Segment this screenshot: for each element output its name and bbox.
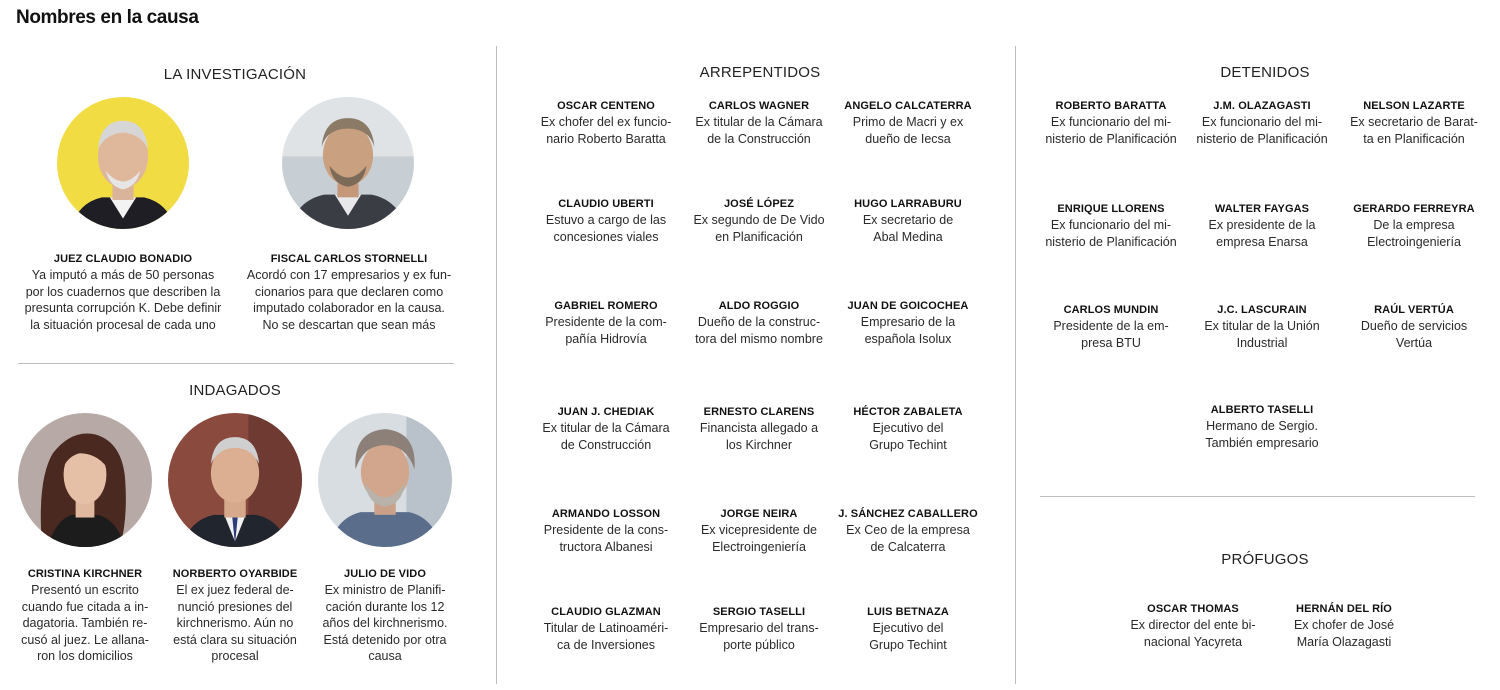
person-entry [521, 507, 691, 555]
person-desc-line: Ex titular de la Cámara [542, 421, 670, 435]
person-desc-line: tructora Albanesi [559, 539, 653, 554]
photo-norberto-oyarbide [168, 413, 302, 547]
person-desc-line: dueño de Iecsa [865, 131, 951, 146]
person-desc-line: Ex chofer de José [1293, 618, 1395, 632]
person-name: NELSON LAZARTE [1363, 100, 1465, 112]
page-title: Nombres en la causa [16, 7, 199, 28]
person-desc-line: causa [368, 649, 402, 663]
person-desc-line: Dueño de la construc- [697, 315, 821, 329]
person-entry [1259, 602, 1429, 650]
person-entry [521, 197, 691, 245]
person-name: JULIO DE VIDO [344, 568, 426, 580]
divider-detenidos-profugos [1040, 496, 1475, 497]
person-desc-line: Primo de Macri y ex [852, 115, 964, 129]
person-desc-line: nisterio de Planificación [1045, 131, 1177, 146]
person-name: ERNESTO CLARENS [703, 406, 815, 418]
section-title-detenidos: DETENIDOS [1220, 64, 1310, 81]
person-entry [1177, 202, 1347, 250]
person-desc-line: los Kirchner [726, 437, 792, 452]
person-desc-line: Ex vicepresidente de [700, 523, 818, 537]
photo-julio-de-vido [318, 413, 452, 547]
person-entry [674, 605, 844, 653]
person-name: LUIS BETNAZA [867, 606, 949, 618]
person-entry [674, 507, 844, 555]
person-desc-line: está clara su situación [173, 632, 297, 647]
person-desc-line: ta en Planificación [1363, 131, 1465, 146]
person-desc-line: Ex Ceo de la empresa [846, 523, 970, 537]
person-desc-line: ca de Inversiones [557, 637, 655, 652]
person-name: CARLOS MUNDIN [1063, 304, 1159, 316]
person-entry [1329, 202, 1499, 250]
person-name: ARMANDO LOSSON [551, 508, 661, 520]
person-cristina-kirchner [5, 567, 165, 665]
photo-carlos-stornelli [282, 97, 414, 229]
person-entry [1026, 99, 1196, 147]
person-name: JUEZ CLAUDIO BONADIO [53, 253, 193, 265]
person-desc-line: El ex juez federal de- [176, 583, 294, 597]
person-desc-line: Ex titular de la Cámara [695, 115, 823, 129]
person-desc-line: Ex funcionario del mi- [1050, 115, 1172, 129]
person-name: JUAN DE GOICOCHEA [847, 300, 969, 312]
person-desc-line: Ex segundo de De Vido [693, 213, 825, 227]
person-entry [823, 405, 993, 453]
person-name: CRISTINA KIRCHNER [27, 568, 143, 580]
person-desc-line: Está detenido por otra [323, 632, 447, 647]
person-name: ENRIQUE LLORENS [1057, 203, 1165, 215]
person-entry [823, 197, 993, 245]
person-desc-line: empresa Enarsa [1216, 234, 1308, 249]
person-name: CARLOS WAGNER [708, 100, 810, 112]
person-desc-line: Acordó con 17 empresarios y ex fun- [246, 268, 452, 282]
person-entry [1177, 303, 1347, 351]
section-title-indagados: INDAGADOS [189, 382, 281, 399]
person-entry [823, 299, 993, 347]
section-title-profugos: PRÓFUGOS [1221, 551, 1309, 568]
person-desc-line: Ejecutivo del [872, 621, 944, 635]
person-entry [521, 99, 691, 147]
person-desc-line: nunció presiones del [177, 599, 293, 614]
person-desc-line: concesiones viales [553, 229, 659, 244]
person-entry [823, 605, 993, 653]
person-desc-line: También empresario [1205, 435, 1319, 450]
person-desc-line: cusó al juez. Le allana- [21, 632, 149, 647]
person-desc-line: Dueño de servicios [1360, 319, 1468, 333]
person-desc-line: Estuvo a cargo de las [545, 213, 667, 227]
person-desc-line: Ex presidente de la [1208, 218, 1316, 232]
person-desc-line: kirchnerismo. Aún no [176, 616, 294, 630]
person-desc-line: Industrial [1236, 335, 1288, 350]
person-entry [1329, 303, 1499, 351]
person-name: RAÚL VERTÚA [1374, 304, 1454, 316]
person-name: J. SÁNCHEZ CABALLERO [838, 508, 978, 520]
person-name: NORBERTO OYARBIDE [172, 568, 298, 580]
person-desc-line: Presidente de la com- [545, 315, 667, 329]
person-name: WALTER FAYGAS [1214, 203, 1310, 215]
person-name: ALDO ROGGIO [718, 300, 800, 312]
person-desc-line: Empresario del trans- [699, 621, 819, 635]
person-desc-line: nisterio de Planificación [1196, 131, 1328, 146]
person-desc-line: cuando fue citada a in- [21, 599, 149, 614]
person-entry [674, 299, 844, 347]
person-claudio-bonadio [8, 252, 238, 333]
person-entry [521, 405, 691, 453]
person-desc-line: Ex funcionario del mi- [1201, 115, 1323, 129]
person-name: J.C. LASCURAIN [1217, 304, 1307, 316]
person-entry [521, 605, 691, 653]
person-entry [1177, 403, 1347, 451]
person-desc-line: dagatoria. También re- [22, 616, 148, 630]
person-name: ROBERTO BARATTA [1055, 100, 1167, 112]
person-desc-line: Ex secretario de Barat- [1350, 115, 1478, 129]
person-desc-line: Presentó un escrito [31, 583, 139, 597]
person-desc-line: nario Roberto Baratta [546, 131, 666, 146]
divider-investigacion-indagados [18, 363, 454, 364]
person-desc-line: procesal [211, 649, 259, 663]
person-desc-line: años del kirchnerismo. [322, 616, 448, 630]
person-desc-line: Ex ministro de Planifi- [324, 583, 446, 597]
person-entry [823, 507, 993, 555]
person-entry [674, 405, 844, 453]
person-desc-line: Ex titular de la Unión [1204, 319, 1320, 333]
person-name: ALBERTO TASELLI [1210, 404, 1314, 416]
person-name: CLAUDIO UBERTI [558, 198, 654, 210]
column-divider-left [496, 46, 497, 684]
person-desc-line: Empresario de la [860, 315, 956, 329]
section-title-investigacion: LA INVESTIGACIÓN [163, 66, 307, 83]
person-name: OSCAR CENTENO [557, 100, 655, 112]
person-desc-line: Financista allegado a [699, 421, 819, 435]
person-entry [674, 99, 844, 147]
photo-claudio-bonadio [57, 97, 189, 229]
person-name: HERNÁN DEL RÍO [1296, 603, 1392, 615]
person-norberto-oyarbide [155, 567, 315, 665]
person-entry [1108, 602, 1278, 650]
person-julio-de-vido [305, 567, 465, 665]
person-desc-line: la situación procesal de cada uno [30, 317, 216, 332]
person-entry [1026, 303, 1196, 351]
person-name: J.M. OLAZAGASTI [1213, 100, 1311, 112]
person-desc-line: De la empresa [1373, 218, 1455, 232]
person-desc-line: Hermano de Sergio. [1206, 419, 1318, 433]
person-desc-line: Ya imputó a más de 50 personas [31, 268, 215, 282]
person-desc-line: Ex chofer del ex funcio- [540, 115, 672, 129]
person-desc-line: pañía Hidrovía [565, 331, 647, 346]
person-entry [521, 299, 691, 347]
person-name: CLAUDIO GLAZMAN [551, 606, 661, 618]
person-entry [1026, 202, 1196, 250]
person-name: FISCAL CARLOS STORNELLI [270, 253, 428, 265]
person-name: HÉCTOR ZABALETA [853, 406, 963, 418]
person-desc-line: porte público [723, 637, 795, 652]
person-name: ANGELO CALCATERRA [844, 100, 972, 112]
person-desc-line: Grupo Techint [869, 437, 947, 452]
person-desc-line: Ex director del ente bi- [1130, 618, 1256, 632]
person-desc-line: Grupo Techint [869, 637, 947, 652]
person-desc-line: María Olazagasti [1296, 634, 1392, 649]
person-desc-line: de Calcaterra [870, 539, 946, 554]
person-name: OSCAR THOMAS [1147, 603, 1239, 615]
person-desc-line: Electroingeniería [1367, 234, 1461, 249]
person-desc-line: Vertúa [1395, 335, 1433, 350]
person-desc-line: presa BTU [1081, 335, 1141, 350]
person-desc-line: Ex secretario de [862, 213, 954, 227]
person-desc-line: Titular de Latinoaméri- [543, 621, 669, 635]
person-desc-line: Presidente de la cons- [543, 523, 669, 537]
person-desc-line: de la Construcción [707, 131, 811, 146]
person-name: JUAN J. CHEDIAK [557, 406, 655, 418]
section-title-arrepentidos: ARREPENTIDOS [699, 64, 821, 81]
person-desc-line: española Isolux [864, 331, 952, 346]
column-divider-right [1015, 46, 1016, 684]
person-desc-line: por los cuadernos que describen la [25, 284, 221, 299]
person-carlos-stornelli [234, 252, 464, 333]
person-name: GERARDO FERREYRA [1353, 203, 1475, 215]
person-desc-line: tora del mismo nombre [695, 331, 823, 346]
person-name: GABRIEL ROMERO [554, 300, 658, 312]
person-desc-line: ron los domicilios [37, 649, 133, 663]
person-name: JOSÉ LÓPEZ [723, 198, 795, 210]
photo-cristina-kirchner [18, 413, 152, 547]
person-desc-line: cionarios para que declaren como [254, 284, 444, 299]
person-entry [1177, 99, 1347, 147]
person-desc-line: Abal Medina [873, 229, 943, 244]
person-desc-line: presunta corrupción K. Debe definir [24, 301, 222, 315]
person-desc-line: No se descartan que sean más [262, 317, 436, 332]
person-name: HUGO LARRABURU [854, 198, 962, 210]
person-desc-line: nisterio de Planificación [1045, 234, 1177, 249]
person-desc-line: Presidente de la em- [1053, 319, 1169, 333]
person-entry [1329, 99, 1499, 147]
person-desc-line: Ex funcionario del mi- [1050, 218, 1172, 232]
person-desc-line: cación durante los 12 [325, 599, 445, 614]
person-entry [823, 99, 993, 147]
person-desc-line: nacional Yacyreta [1143, 634, 1243, 649]
person-name: JORGE NEIRA [720, 508, 798, 520]
person-name: SERGIO TASELLI [712, 606, 806, 618]
person-desc-line: Ejecutivo del [872, 421, 944, 435]
person-desc-line: Electroingeniería [712, 539, 806, 554]
person-desc-line: imputado colaborador en la causa. [253, 301, 445, 315]
person-desc-line: en Planificación [715, 229, 803, 244]
person-desc-line: de Construcción [560, 437, 652, 452]
person-entry [674, 197, 844, 245]
